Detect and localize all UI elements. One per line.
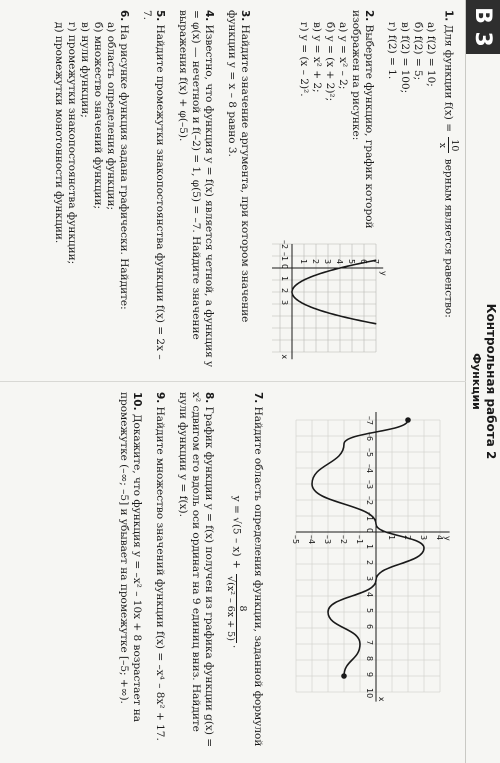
option: а) f(2) = 10; (425, 22, 437, 87)
y-tick-label: 4 (335, 259, 344, 265)
y-tick-label: 1 (299, 259, 308, 265)
task-6 (52, 10, 130, 370)
x-tick-label: 9 (365, 672, 374, 678)
fraction-numerator: 8 (236, 574, 248, 643)
y-tick-label: –4 (307, 535, 316, 545)
task-number: 3. (239, 10, 251, 22)
x-axis-label: x (280, 354, 289, 360)
x-tick-label: 4 (365, 592, 374, 598)
task-text: График функции y = f(x) получен из графика функции g(x) = x² сдвигом его вдоль оси ординат на 9 единиц вниз. Найдите нули функции y = f(x). (177, 392, 215, 748)
y-axis-label: y (378, 271, 388, 276)
list-item: д) промежутки монотонности функции. (53, 22, 65, 244)
formula: y = √(5 – x) + (230, 495, 243, 569)
x-tick-label: 2 (280, 288, 289, 294)
x-tick-label: 8 (365, 656, 374, 662)
x-tick-label: –5 (365, 448, 374, 458)
task-text: Найдите промежутки знакопостоянства функции f(x) = 2x – 7. (141, 10, 166, 360)
x-tick-label: 3 (365, 576, 374, 582)
x-tick-label: 1 (280, 276, 289, 282)
x-tick-label: –3 (365, 480, 374, 490)
task-number: 10. (131, 392, 143, 411)
formula-end: . (230, 644, 243, 649)
x-tick-label: 3 (280, 300, 289, 306)
task-text: Для функции (442, 24, 455, 99)
x-tick-label: 6 (365, 624, 374, 630)
option: а) y = x² – 2; (337, 22, 349, 90)
task-7 (225, 392, 264, 752)
y-tick-label: 2 (311, 259, 320, 265)
option: в) f(2) = 100; (399, 22, 411, 94)
y-tick-label: 7 (371, 259, 380, 265)
curve-end-point (341, 673, 347, 679)
x-tick-label: 10 (365, 688, 374, 699)
y-tick-label: –1 (355, 535, 364, 545)
y-tick-label: 4 (435, 535, 444, 541)
y-tick-label: 5 (347, 259, 356, 265)
task-number: 1. (442, 10, 455, 22)
x-tick-label: 5 (365, 608, 374, 614)
y-tick-label: 1 (387, 535, 396, 541)
curve-start-point (405, 417, 411, 423)
task-5 (140, 10, 166, 370)
fraction-numerator: 10 (449, 139, 460, 152)
x-tick-label: –6 (365, 432, 374, 442)
fraction (437, 137, 460, 153)
task-2 (297, 10, 375, 230)
task-text: Найдите область определения функции, заданной формулой (252, 406, 264, 747)
x-tick-label: 0 (365, 528, 374, 534)
task-text: Найдите значение аргумента, при котором значение функции y = x – 8 равно 3. (226, 10, 251, 323)
y-tick-label: –5 (291, 535, 300, 545)
option: б) y = (x + 2)²; (324, 22, 336, 102)
option: г) y = (x – 2)². (298, 22, 310, 97)
x-tick-label: 2 (365, 560, 374, 566)
fraction-denominator: √(x² – 6x + 5) (225, 576, 236, 641)
task-number: 9. (154, 392, 166, 404)
task-6-function-graph (272, 392, 462, 752)
x-tick-label: –2 (365, 496, 374, 506)
y-tick-label: –2 (339, 535, 348, 545)
x-axis-label: x (377, 696, 386, 702)
option: б) f(2) = 5; (412, 22, 424, 81)
task-text: Известно, что функция y = f(x) является четной, а функция y = φ(x) — нечетной и f(–2) = 1, φ(5) = –7. Найдите значение выражения f(x) + φ(–5). (177, 10, 215, 368)
fraction-denominator: x (437, 142, 448, 149)
list-item: в) нули функции; (79, 22, 91, 118)
x-tick-label: 0 (280, 264, 289, 270)
list-item: а) область определения функции; (105, 22, 117, 211)
x-tick-label: –2 (280, 240, 289, 250)
option: г) f(2) = 1. (386, 22, 398, 80)
worksheet-subtitle: Функции (470, 353, 483, 410)
y-tick-label: 3 (419, 535, 428, 541)
y-tick-label: 3 (323, 259, 332, 265)
task-text: верным является равенство: (442, 158, 455, 318)
right-column (107, 392, 264, 752)
task-number: 5. (154, 10, 166, 22)
task-10 (117, 392, 143, 752)
x-tick-label: 7 (365, 640, 374, 646)
x-tick-label: 1 (365, 544, 374, 550)
worksheet-title: Контрольная работа 2 (484, 303, 498, 460)
task-text: На рисунке функция задана графически. Найдите: (118, 24, 130, 310)
task-text: Докажите, что функция y = –x² – 10x + 8 возрастает на промежутке (–∞; –5] и убывает на промежутке [–5; +∞). (118, 392, 143, 723)
y-tick-label: –3 (323, 535, 332, 545)
task-2-parabola-graph (272, 228, 404, 366)
task-number: 8. (203, 392, 215, 404)
task-text: Выберите функцию, график которой изображен на рисунке: (350, 10, 375, 229)
fraction (225, 574, 248, 643)
x-tick-label: –1 (280, 252, 289, 262)
task-number: 4. (203, 10, 215, 22)
task-number: 6. (118, 10, 130, 22)
task-4 (176, 10, 215, 370)
variant-badge: В 3 (466, 0, 500, 54)
x-tick-label: –4 (365, 464, 374, 474)
y-axis-label: y (442, 536, 452, 541)
task-8 (176, 392, 215, 752)
x-tick-label: –1 (365, 512, 374, 522)
task-9 (153, 392, 166, 752)
y-tick-label: 6 (359, 259, 368, 265)
task-number: 2. (363, 10, 375, 22)
list-item: б) множество значений функции; (92, 22, 104, 210)
task-number: 7. (252, 392, 264, 404)
function-notation: f(x) = (442, 101, 455, 132)
column-divider (0, 381, 466, 382)
task-text: Найдите множество значений функции f(x) = –x⁴ – 8x² + 17. (154, 406, 166, 741)
option: в) y = x² + 2; (311, 22, 323, 93)
list-item: г) промежутки знакопостоянства функции; (66, 22, 78, 265)
task-3 (225, 10, 251, 370)
y-tick-label: 2 (403, 535, 412, 541)
x-tick-label: –7 (365, 416, 374, 426)
